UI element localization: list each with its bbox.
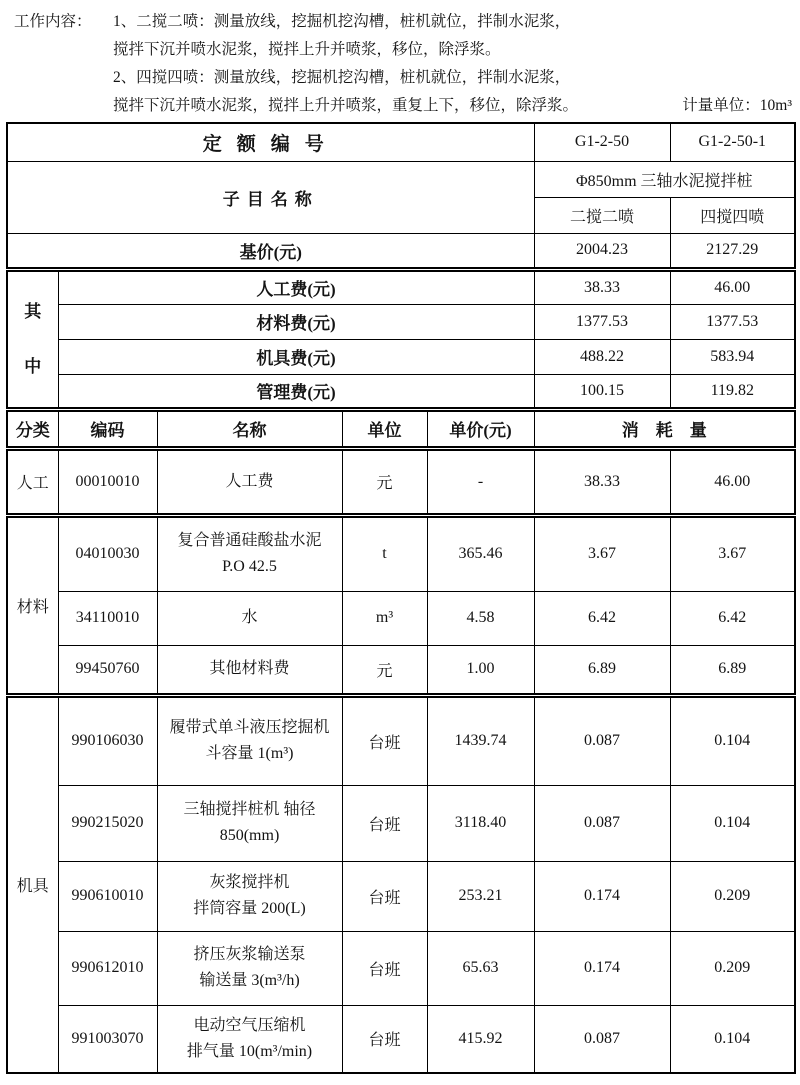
machine-mixer-c2: 0.209 [670,861,795,931]
fee-material-1: 1377.53 [534,304,670,339]
machine-pump-code: 990612010 [58,931,157,1005]
machine-excavator-name [157,695,342,785]
labor-item-name [157,448,342,515]
fee-row-labor [7,269,795,304]
machine-excavator-code: 990106030 [58,695,157,785]
material-other-unit: 元 [342,645,427,695]
material-water-c1: 6.42 [534,591,670,645]
material-other-name [157,645,342,695]
machine-compressor-price: 415.92 [427,1005,534,1073]
machine-compressor-name-line1: 电动空气压缩机 [193,1016,306,1034]
sub-item-2: 四搅四喷 [670,197,795,233]
col-header-price: 单价(元) [427,409,534,448]
machine-compressor-unit: 台班 [342,1005,427,1073]
machine-pump-name-line2: 输送量 3(m³/h) [199,972,300,989]
machine-row-grout-pump [7,931,795,1005]
material-other-c1: 6.89 [534,645,670,695]
material-water-price: 4.58 [427,591,534,645]
machine-excavator-name-line1: 履带式单斗液压挖掘机 [169,719,330,736]
material-other-code: 99450760 [58,645,157,695]
labor-item-unit: 元 [342,448,427,515]
material-cement-code: 04010030 [58,515,157,591]
machine-excavator-c1: 0.087 [534,695,670,785]
material-cement-price: 365.46 [427,515,534,591]
machine-mixer-name [157,861,342,931]
machine-pile-code: 990215020 [58,785,157,861]
quota-code-label: 定额编号 [7,123,534,161]
machine-pump-name [157,931,342,1005]
base-price-label: 基价(元) [7,233,534,269]
material-cement-name-line1: 复合普通硅酸盐水泥 [177,532,322,549]
material-water-unit: m³ [342,591,427,645]
category-labor: 人工 [7,448,58,515]
base-price-2: 2127.29 [670,233,795,269]
column-header-row [7,409,795,448]
base-price-row [7,233,795,269]
material-other-name-line1: 其他材料费 [209,660,290,677]
quota-table [6,122,796,1074]
machine-compressor-name [157,1005,342,1073]
quota-code-2: G1-2-50-1 [670,123,795,161]
machine-excavator-unit: 台班 [342,695,427,785]
fee-machine-label: 机具费(元) [58,339,534,374]
material-water-name [157,591,342,645]
machine-mixer-unit: 台班 [342,861,427,931]
fee-management-2: 119.82 [670,374,795,409]
machine-row-excavator [7,695,795,785]
machine-mixer-name-line1: 灰浆搅拌机 [209,874,290,891]
labor-item-code: 00010010 [58,448,157,515]
machine-row-air-compressor [7,1005,795,1073]
among-char-top: 其 [24,302,42,321]
material-other-price: 1.00 [427,645,534,695]
fee-row-management [7,374,795,409]
material-row-other [7,645,795,695]
fee-labor-2: 46.00 [670,269,795,304]
material-water-name-line1: 水 [241,609,258,626]
col-header-name: 名称 [157,409,342,448]
base-price-1: 2004.23 [534,233,670,269]
fee-row-material [7,304,795,339]
material-cement-name-line2: P.O 42.5 [222,558,277,575]
fee-labor-label: 人工费(元) [58,269,534,304]
fee-management-label: 管理费(元) [58,374,534,409]
material-cement-name [157,515,342,591]
quota-code-row [7,123,795,161]
machine-compressor-c1: 0.087 [534,1005,670,1073]
fee-row-machine [7,339,795,374]
sub-item-1: 二搅二喷 [534,197,670,233]
machine-compressor-code: 991003070 [58,1005,157,1073]
work-line-4: 搅拌下沉并喷水泥浆，搅拌上升并喷浆，重复上下，移位，除浮浆。 [113,97,579,114]
category-material: 材料 [7,515,58,695]
among-char-bottom: 中 [24,357,42,376]
category-machine: 机具 [7,695,58,1073]
machine-excavator-name-line2: 斗容量 1(m³) [205,745,294,762]
machine-compressor-c2: 0.104 [670,1005,795,1073]
machine-pile-unit: 台班 [342,785,427,861]
material-row-water [7,591,795,645]
machine-pump-price: 65.63 [427,931,534,1005]
machine-pile-name-line2: 850(mm) [219,827,280,844]
col-header-code: 编码 [58,409,157,448]
labor-item-name-line1: 人工费 [225,472,274,490]
material-water-code: 34110010 [58,591,157,645]
fee-management-1: 100.15 [534,374,670,409]
machine-pump-c1: 0.174 [534,931,670,1005]
material-cement-c2: 3.67 [670,515,795,591]
quota-code-1: G1-2-50 [534,123,670,161]
labor-item-c1: 38.33 [534,448,670,515]
work-line-3: 2、四搅四喷：测量放线，挖掘机挖沟槽，桩机就位，拌制水泥浆， [113,69,571,86]
material-other-c2: 6.89 [670,645,795,695]
machine-pump-c2: 0.209 [670,931,795,1005]
machine-pump-name-line1: 挤压灰浆输送泵 [193,946,306,963]
among-label [7,269,58,409]
material-cement-c1: 3.67 [534,515,670,591]
fee-machine-2: 583.94 [670,339,795,374]
work-line-1: 1、二搅二喷：测量放线，挖掘机挖沟槽，桩机就位，拌制水泥浆， [113,13,571,30]
fee-machine-1: 488.22 [534,339,670,374]
material-row-cement [7,515,795,591]
labor-item-price: - [427,448,534,515]
fee-labor-1: 38.33 [534,269,670,304]
labor-item-c2: 46.00 [670,448,795,515]
work-content-label: 工作内容： [14,13,92,30]
machine-mixer-c1: 0.174 [534,861,670,931]
col-header-category: 分类 [7,409,58,448]
work-line-2: 搅拌下沉并喷水泥浆，搅拌上升并喷浆，移位，除浮浆。 [113,41,501,58]
sub-item-group: Φ850mm 三轴水泥搅拌桩 [534,161,795,197]
machine-compressor-name-line2: 排气量 10(m³/min) [186,1042,313,1060]
machine-pile-price: 3118.40 [427,785,534,861]
measure-unit-note: 计量单位：10m³ [682,97,792,114]
machine-excavator-c2: 0.104 [670,695,795,785]
labor-section-row [7,448,795,515]
machine-pile-name [157,785,342,861]
material-cement-unit: t [342,515,427,591]
machine-pile-name-line1: 三轴搅拌桩机 轴径 [183,801,316,818]
machine-mixer-name-line2: 拌筒容量 200(L) [193,900,306,917]
machine-row-pile-driver [7,785,795,861]
work-content-block [14,8,792,120]
machine-mixer-code: 990610010 [58,861,157,931]
fee-material-label: 材料费(元) [58,304,534,339]
machine-pump-unit: 台班 [342,931,427,1005]
machine-pile-c1: 0.087 [534,785,670,861]
col-header-unit: 单位 [342,409,427,448]
machine-row-mortar-mixer [7,861,795,931]
fee-material-2: 1377.53 [670,304,795,339]
machine-excavator-price: 1439.74 [427,695,534,785]
col-header-consumption: 消 耗 量 [534,409,795,448]
sub-item-group-row [7,161,795,197]
machine-pile-c2: 0.104 [670,785,795,861]
sub-item-label: 子目名称 [7,161,534,233]
material-water-c2: 6.42 [670,591,795,645]
machine-mixer-price: 253.21 [427,861,534,931]
